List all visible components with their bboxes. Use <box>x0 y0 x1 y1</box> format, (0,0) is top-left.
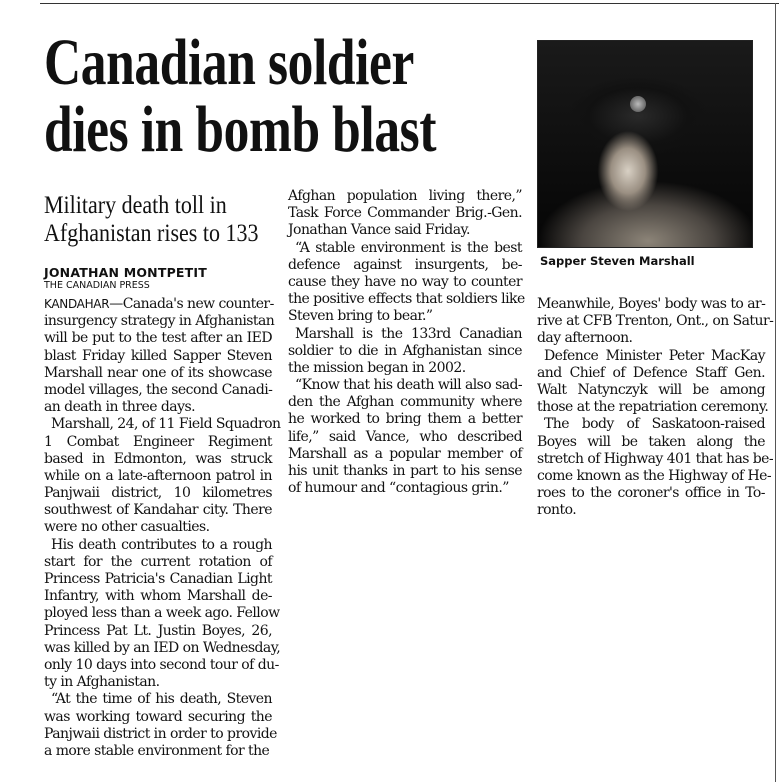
article-text-line: an death in three days. <box>44 399 196 416</box>
article-text-line: southwest of Kandahar city. There <box>44 502 272 519</box>
article-text-line: 1 Combat Engineer Regiment <box>44 433 272 450</box>
headline <box>44 26 437 166</box>
article-text-line: his unit thanks in part to his sense <box>288 463 522 479</box>
article-text-line: Steven bring to bear.” <box>288 308 433 325</box>
dateline: KANDAHAR <box>44 297 110 311</box>
article-text-line: Princess Pat Lt. Justin Boyes, 26, <box>44 622 272 639</box>
article-text-line: life,” said Vance, who described <box>288 428 522 445</box>
article-text-line: while on a late-afternoon patrol in <box>44 467 272 484</box>
article-text-line: “Know that his death will also sad- <box>295 377 523 394</box>
article-text-line: Meanwhile, Boyes' body was to ar- <box>537 296 766 312</box>
article-text-line: blast Friday killed Sapper Steven <box>44 347 272 364</box>
article-text-line: His death contributes to a rough <box>51 536 272 553</box>
article-text-line: was killed by an IED on Wednesday, <box>44 639 281 656</box>
article-text-line: Task Force Commander Brig.-Gen. <box>288 205 522 222</box>
soldier-photo <box>537 40 753 248</box>
article-column-1 <box>44 296 281 760</box>
article-text-line: Marshall is the 133rd Canadian <box>295 325 522 342</box>
article-text-line: Marshall as a popular member of <box>288 445 522 462</box>
photo-caption: Sapper Steven Marshall <box>540 254 695 268</box>
article-text-line: cause they have no way to counter <box>288 273 522 290</box>
beret-badge <box>630 96 646 112</box>
article-text-line: Marshall near one of its showcase <box>44 364 272 381</box>
article-text-line: Panjwaii district, 10 kilometres <box>44 485 272 502</box>
top-rule <box>40 3 779 4</box>
article-text-line: start for the current rotation of <box>44 553 272 570</box>
article-text-line: only 10 days into second tour of du- <box>44 656 279 673</box>
article-text-line: based in Edmonton, was struck <box>44 450 272 467</box>
article-text-line: was working toward securing the <box>44 708 272 725</box>
article-text-line: Jonathan Vance said Friday. <box>288 222 470 239</box>
article-text-line: defence against insurgents, be- <box>288 256 522 273</box>
article-text-line: Afghan population living there,” <box>288 188 522 204</box>
article-text-line: rive at CFB Trenton, Ont., on Satur- <box>537 313 774 330</box>
article-text-line: stretch of Highway 401 that has be- <box>537 450 774 467</box>
article-text-line: of humour and “contagious grin.” <box>288 480 509 497</box>
article-text-line: and Chief of Defence Staff Gen. <box>537 364 765 381</box>
article-text-line: the mission began in 2002. <box>288 359 466 376</box>
article-text-line: Princess Patricia's Canadian Light <box>44 571 272 587</box>
article-text-line: come known as the Highway of He- <box>537 467 772 484</box>
article-text-line: Infantry, with whom Marshall de- <box>44 588 272 605</box>
article-text-line: those at the repatriation ceremony. <box>537 399 769 416</box>
article-text-line: soldier to die in Afghanistan since <box>288 342 522 359</box>
right-rule <box>775 3 776 782</box>
article-text-line: KANDAHAR—Canada's new counter- <box>44 296 274 312</box>
article-text-line: Defence Minister Peter MacKay <box>544 347 765 364</box>
headline-line: Canadian soldier <box>44 26 414 99</box>
article-text-line: ronto. <box>537 502 577 519</box>
article-text-line: the positive effects that soldiers like <box>288 291 525 308</box>
article-text-line: Walt Natynczyk will be among <box>537 381 765 398</box>
subhead-line: Afghanistan rises to 133 <box>44 220 259 247</box>
byline: JONATHAN MONTPETIT <box>44 265 207 280</box>
article-text-line: Boyes will be taken along the <box>537 433 765 450</box>
article-text-line: roes to the coroner's office in To- <box>537 485 765 502</box>
article-text-line: The body of Saskatoon-raised <box>544 416 765 433</box>
article-text-line: were no other casualties. <box>44 519 210 536</box>
article-text-line: ployed less than a week ago. Fellow <box>44 605 280 622</box>
article-text-line: ty in Afghanistan. <box>44 674 160 691</box>
subhead-line: Military death toll in <box>44 192 227 219</box>
article-column-2 <box>288 188 525 497</box>
article-text-line: “At the time of his death, Steven <box>51 691 272 708</box>
headline-line: dies in bomb blast <box>44 93 437 166</box>
article-column-3 <box>537 296 774 519</box>
article-text-line: den the Afghan community where <box>288 394 522 411</box>
article-text-line: he worked to bring them a better <box>288 411 522 428</box>
article-text-line: day afternoon. <box>537 330 633 347</box>
article-text-line: will be put to the test after an IED <box>44 330 272 347</box>
article-text-line: Panjwaii district in order to provide <box>44 725 277 742</box>
article-text-line: insurgency strategy in Afghanistan <box>44 313 275 330</box>
agency: THE CANADIAN PRESS <box>44 280 150 291</box>
article-text-line: a more stable environment for the <box>44 742 270 759</box>
article-text-line: “A stable environment is the best <box>295 239 522 256</box>
subheadline <box>44 192 258 248</box>
article-text-line: model villages, the second Canadi- <box>44 381 273 398</box>
article-text-line: Marshall, 24, of 11 Field Squadron <box>51 416 281 433</box>
